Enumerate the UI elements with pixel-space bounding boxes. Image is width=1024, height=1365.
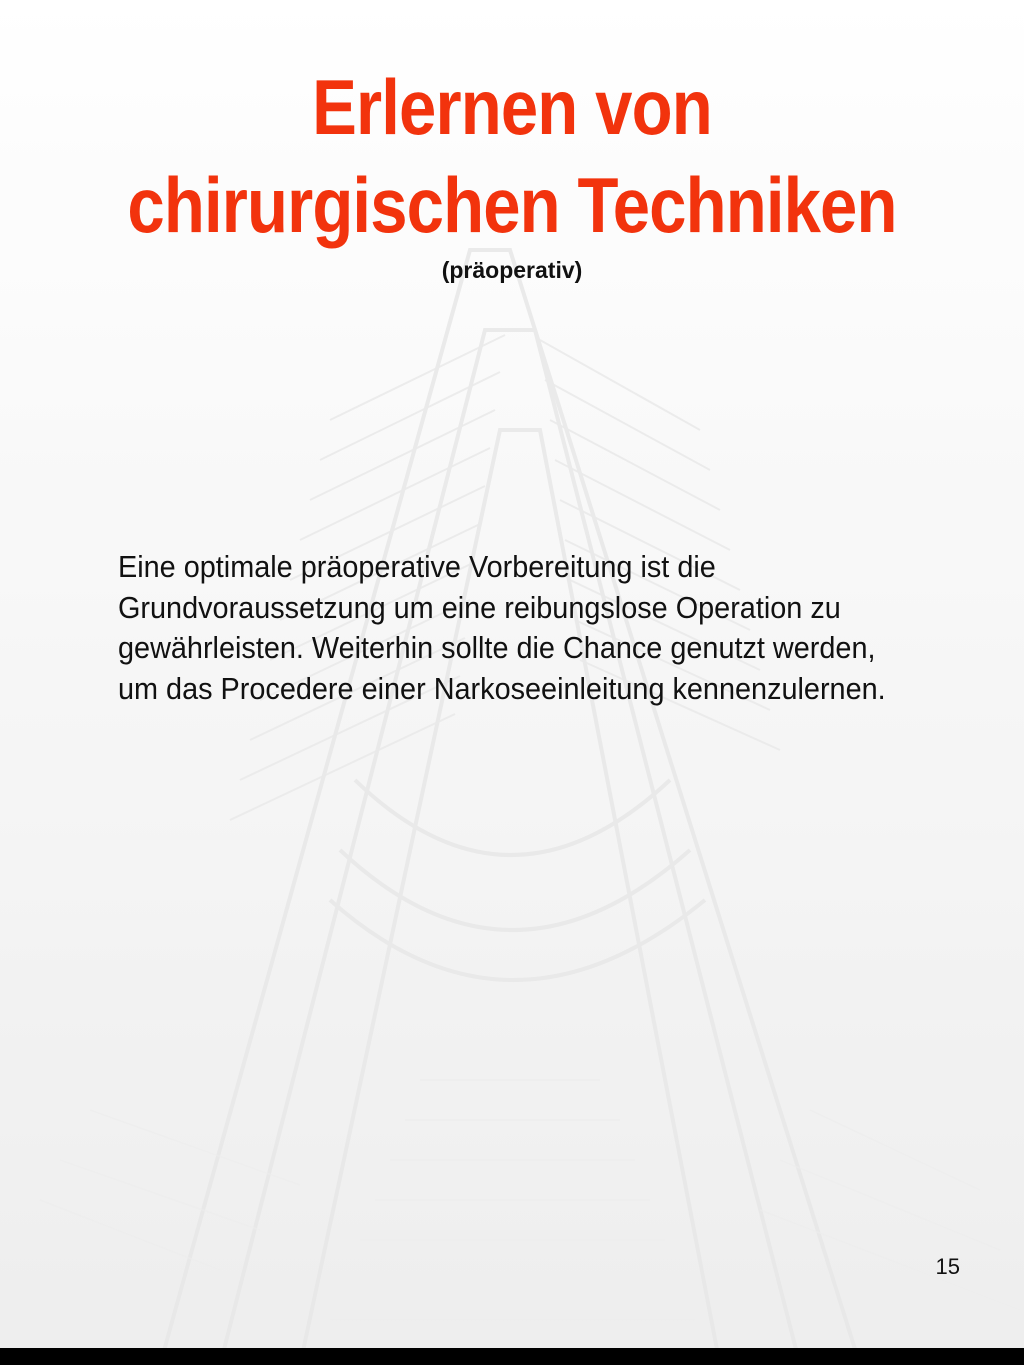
- slide-subtitle: (präoperativ): [441, 257, 583, 283]
- slide-title: Erlernen von chirurgischen Techniken: [127, 63, 897, 249]
- bottom-bar: [0, 1348, 1024, 1365]
- slide-body-text: Eine optimale präoperative Vorbereitung ist die Grundvoraussetzung um eine reibungslose Operation zu gewährleisten. Weiterhin sollte die Chance genutzt werden, um das Procedere einer Narkoseeinleitung kennenzulernen.: [118, 549, 886, 706]
- page-number: 15: [935, 1254, 960, 1279]
